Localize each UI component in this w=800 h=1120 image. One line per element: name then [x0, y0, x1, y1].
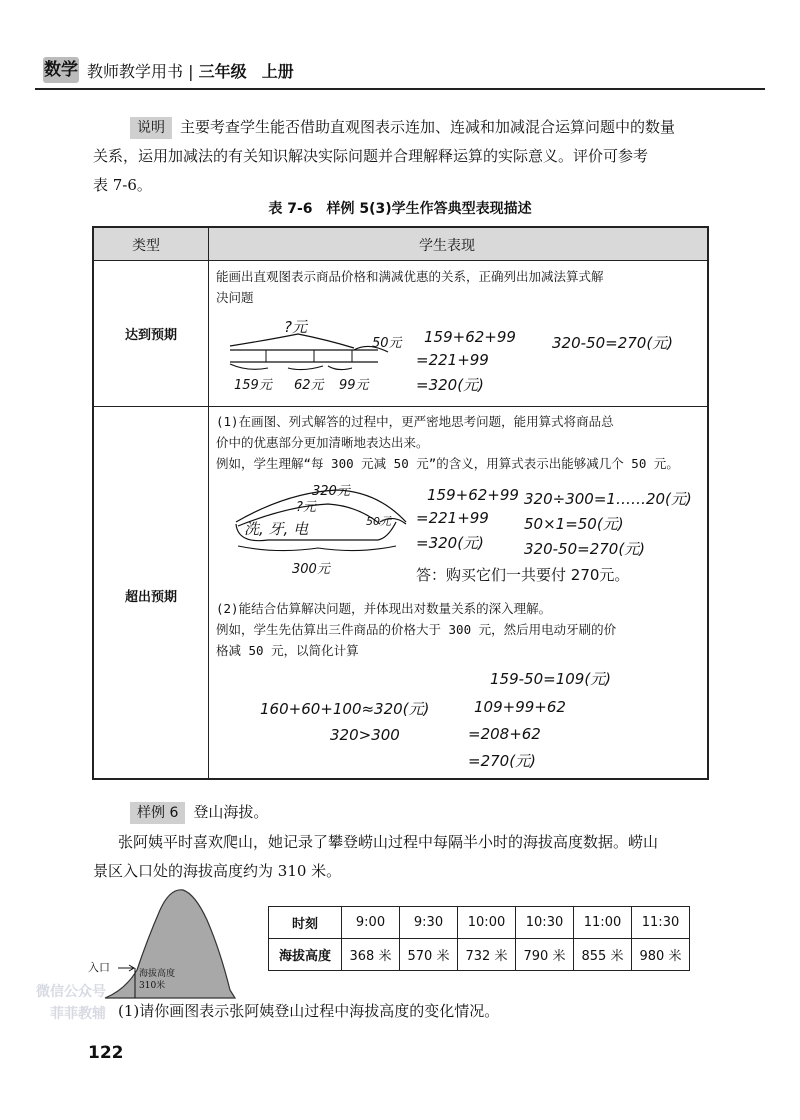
example-6-question: (1)请你画图表示张阿姨登山过程中海拔高度的变化情况。: [118, 1002, 500, 1020]
row2-desc-b-2: 例如，学生先估算出三件商品的价格大于 300 元，然后用电动牙刷的价: [216, 622, 617, 637]
row2-hw-e3: =320(元): [416, 534, 484, 552]
row2-hw-e1: 159+62+99: [427, 486, 519, 504]
row-label-exceeds: 超出预期: [124, 590, 177, 605]
time-cell: 10:00: [458, 907, 516, 939]
altitude-cell: 570 米: [400, 939, 458, 971]
row1-hw-price-2: 62元: [294, 378, 324, 393]
subject-logo: 数学: [43, 57, 79, 83]
intro-line-3: 表 7-6。: [93, 176, 152, 194]
row-label-meets: 达到预期: [124, 328, 177, 343]
note-tag: 说明: [130, 117, 172, 139]
row2-hw-e2: =221+99: [416, 509, 489, 527]
time-cell: 10:30: [516, 907, 574, 939]
mountain-altitude-label: 海拔高度: [139, 969, 176, 979]
row1-hw-price-3: 99元: [339, 378, 369, 393]
time-cell: 11:30: [632, 907, 690, 939]
row-divider: [94, 406, 707, 407]
row1-hw-eq-4: 320-50=270(元): [552, 334, 674, 352]
row2-hw-f3: 320-50=270(元): [524, 540, 646, 558]
table-header-row: [94, 228, 707, 261]
row2-desc-a-2: 价中的优惠部分更加清晰地表达出来。: [216, 435, 429, 450]
altitude-row-label: 海拔高度: [269, 939, 342, 971]
row2-hw-bottom: 300元: [292, 562, 330, 577]
row2-hw-discount: 50元: [366, 515, 391, 528]
mountain-altitude-value: 310米: [139, 981, 166, 991]
header-title: 教师教学用书 | 三年级 上册: [87, 62, 294, 81]
mountain-entrance-label: 入口: [88, 961, 110, 974]
time-cell: 9:30: [400, 907, 458, 939]
page-header: [35, 55, 765, 87]
header-grade: 三年级: [198, 62, 247, 81]
watermark: [28, 965, 148, 1035]
row2-desc-a-3: 例如，学生理解“每 300 元减 50 元”的含义，用算式表示出能够减几个 50 元。: [216, 456, 679, 471]
watermark-line-1: 微信公众号: [36, 984, 106, 1000]
altitude-data-table: [268, 906, 690, 971]
row1-desc-line-2: 决问题: [216, 290, 254, 305]
row2-hw-h3: =208+62: [468, 725, 541, 743]
altitude-cell: 732 米: [458, 939, 516, 971]
row2-hw-h4: =270(元): [468, 752, 536, 770]
row2-hw-top: 320元: [312, 484, 350, 499]
altitude-cell: 368 米: [342, 939, 400, 971]
intro-line-2: 关系，运用加减法的有关知识解决实际问题并合理解释运算的实际意义。评价可参考: [93, 147, 649, 165]
table-caption: 表 7-6 样例 5(3)学生作答典型表现描述: [268, 201, 532, 217]
row2-desc-a-1: (1)在画图、列式解答的过程中，更严密地思考问题，能用算式将商品总: [216, 414, 614, 429]
row1-desc-line-1: 能画出直观图表示商品价格和满减优惠的关系，正确列出加减法算式解: [216, 269, 604, 284]
example-6-tag: 样例 6: [130, 802, 185, 824]
altitude-cell: 980 米: [632, 939, 690, 971]
row1-hw-eq-2: =221+99: [416, 351, 489, 369]
row2-hw-f2: 50×1=50(元): [524, 515, 624, 533]
row2-hw-f1: 320÷300=1……20(元): [524, 490, 692, 508]
table-row-altitude: [269, 939, 690, 971]
intro-line-1: 说明 主要考查学生能否借助直观图表示连加、连减和加减混合运算问题中的数量: [130, 113, 730, 142]
col-performance-header: 学生表现: [419, 238, 475, 254]
row2-hw-question: ?元: [296, 500, 316, 515]
header-rule: [35, 88, 765, 90]
header-volume: 上册: [261, 62, 294, 81]
row2-desc-b-3: 格减 50 元，以简化计算: [216, 643, 359, 658]
watermark-line-2: 菲菲教辅: [50, 1006, 106, 1022]
table-row-time: [269, 907, 690, 939]
row1-hw-question: ?元: [284, 318, 307, 336]
row2-hw-items: 洗, 牙, 电: [244, 520, 309, 538]
row2-hw-answer: 答：购买它们一共要付 270元。: [416, 566, 630, 584]
example-6-para-2: 景区入口处的海拔高度约为 310 米。: [93, 862, 342, 880]
evaluation-table: [92, 226, 709, 780]
time-cell: 9:00: [342, 907, 400, 939]
row1-hw-eq-3: =320(元): [416, 376, 484, 394]
altitude-cell: 790 米: [516, 939, 574, 971]
row1-hw-discount: 50元: [372, 336, 402, 351]
row2-hw-h2: 109+99+62: [474, 698, 566, 716]
example-6-heading: 样例 6 登山海拔。: [130, 798, 268, 827]
example-6-para-1: 张阿姨平时喜欢爬山，她记录了攀登崂山过程中每隔半小时的海拔高度数据。崂山: [118, 833, 659, 851]
time-row-label: 时刻: [269, 907, 342, 939]
row2-hw-h1: 159-50=109(元): [490, 670, 612, 688]
row1-hw-price-1: 159元: [234, 378, 272, 393]
row2-hw-g2: 320>300: [330, 726, 400, 744]
row2-desc-b-1: (2)能结合估算解决问题，并体现出对数量关系的深入理解。: [216, 601, 552, 616]
header-book: 教师教学用书: [87, 62, 184, 81]
column-divider: [208, 228, 209, 778]
col-type-header: 类型: [132, 238, 160, 254]
page-number: 122: [88, 1043, 124, 1063]
row2-hw-g1: 160+60+100≈320(元): [260, 700, 430, 718]
row1-hw-eq-1: 159+62+99: [424, 328, 516, 346]
time-cell: 11:00: [574, 907, 632, 939]
altitude-cell: 855 米: [574, 939, 632, 971]
